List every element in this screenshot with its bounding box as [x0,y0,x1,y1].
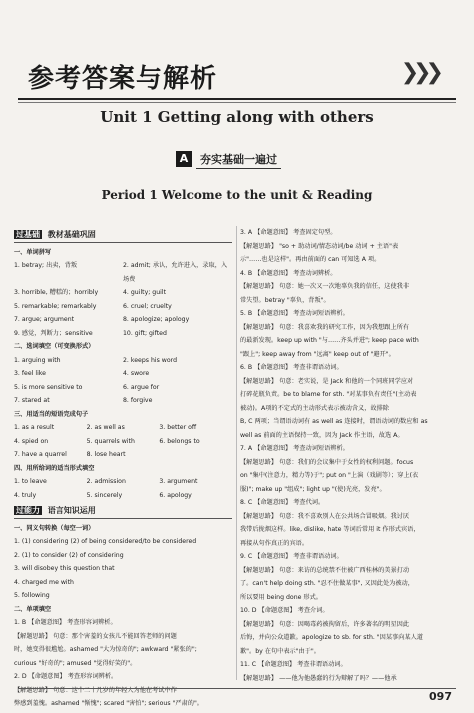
answer-line: well as 前面的主语保持一致，因为 Jack 作主语，故选 A。 [240,431,404,439]
answer-cell: 8. forgive [123,397,153,404]
conversion-list [14,535,232,603]
answer-line: 时，她变得很尴尬。ashamed "大为惊奇的"; awkward "紧张的"; [14,646,197,653]
unit-title: Unit 1 Getting along with others [100,108,374,126]
section-label: 夯实基础一遍过 [196,150,281,169]
answer-line: 弊感到羞愧。ashamed "惭愧"; scared "害怕"; serious "严肃的"。 [14,700,203,707]
answer-row [14,286,232,300]
answer-cell [159,448,232,462]
answer-cell: 5. is more sensitive to [14,383,83,391]
answer-line: 【解题思路】 "so + 助动词/情态动词/be 动词 + 主语"表 [240,242,399,250]
band-ability [14,504,232,519]
answer-line: 常失望。betray "辜负，背叛"。 [240,296,330,304]
band-text: 语言知识运用 [47,506,96,515]
answer-row [14,367,232,381]
answer-line: 再接从句作真正的宾语。 [240,539,309,547]
answer-cell: 2. admit; 承认，允许进入，录取，入场费 [123,262,228,283]
answer-cell: 6. cruel; cruelty [123,302,172,310]
answer-line: 【解题思路】 句意：来访的总统禁不住被广西桂林的美景打动 [240,566,410,574]
answer-line: 3. will disobey this question that [14,565,115,572]
answer-line: 被动)。A项的不定式的主动形式表示被动含义，故排除 [240,404,389,412]
answer-cell: 10. gift; gifted [123,329,167,337]
answer-line: 的最新发现。keep up with "与……齐头并进"; keep pace with [240,337,419,344]
answer-line: 【解题思路】 句意：老实说，是 Jack 和他的一个同班同学应对 [240,377,414,385]
answer-cell: 3. feel like [14,370,46,377]
answer-cell: 1. as a result [14,424,55,431]
page-title: 参考答案与解析 [28,64,218,94]
answer-line: 9. C 【命题意图】 考查非谓语动词。 [240,553,343,560]
answer-line: 【解题思路】 句意：那个害羞的女孩儿不能回答老师的问题 [14,632,177,640]
period-title: Period 1 Welcome to the unit & Reading [101,188,373,202]
subheading: 三、用适当的短语完成句子 [14,410,89,418]
answer-row [14,421,232,435]
footer-rule [18,688,456,689]
header-rule [18,98,456,100]
answer-line: 4. charged me with [14,578,74,586]
column-divider [236,226,237,680]
answer-row [14,327,232,341]
answer-line: 服)"; make up "组成"; light up "(使)光亮，发亮"。 [240,485,386,493]
answer-cell: 2. keeps his word [123,356,178,364]
answer-line: 6. B 【命题意图】 考查非谓语动词。 [240,364,343,371]
page-number: 097 [429,690,452,703]
subheading: 四、用所给词的适当形式填空 [14,464,95,472]
answer-cell: 3. argument [159,478,198,485]
answer-line: 5. following [14,592,50,599]
answer-line: 2. (1) to consider (2) of considering [14,551,124,559]
answer-row [14,394,232,408]
answer-line: 10. D 【命题意图】 考查介词。 [240,607,329,614]
answer-line: 5. B 【命题意图】 考查动词短语辨析。 [240,310,349,317]
answer-line: 1. B 【命题意图】 考查形容词辨析。 [14,619,117,626]
answer-cell: 1. arguing with [14,356,61,364]
answer-row [14,300,232,314]
answer-line: 4. B 【命题意图】 考查动词辨析。 [240,269,337,277]
answer-cell: 1. to leave [14,478,47,485]
answer-line: 后悔，并向公众道歉。apologize to sb. for sth. "因某事向某人道 [240,634,423,641]
answer-row [14,381,232,395]
answer-row [14,313,232,327]
answer-cell: 7. stared at [14,397,50,404]
answer-list [240,226,458,685]
answer-cell: 5. quarrels with [86,437,135,445]
answer-row [14,448,232,462]
multiple-choice-list [14,616,232,711]
answer-line: "跟上"; keep away from "远离" keep out of "避开"。 [240,350,395,358]
answer-line: 【解题思路】 句意：我喜欢我的研究工作，因为我想跟上所有 [240,323,410,331]
subheading: 二、单项填空 [14,605,52,613]
answer-line: 7. A 【命题意图】 考查动词短语辨析。 [240,445,349,452]
page-header [0,52,474,102]
answer-cell: 2. admission [86,478,126,485]
word-list [14,259,232,340]
band-mark: 过能力 [16,506,40,515]
subheading: 二、选词填空（可变换形式） [14,343,95,350]
left-column [14,226,232,711]
phrase-list [14,421,232,462]
answer-line: 【解题思路】 句意：我们的会议集中于女性的权利问题。focus [240,458,414,466]
answer-line: 【解题思路】 句意：她一次又一次地辜负我的信任，这使我非 [240,283,410,290]
fill-list [14,354,232,408]
answer-row [14,354,232,368]
band-mark: 过基础 [16,230,40,239]
answer-line: 【解题思路】 句意：因喝毒药被拘留后，许多著名的明星因此 [240,620,410,628]
answer-line: 示"……也是这样"。再由前面的 can 可知选 A 项。 [240,256,381,263]
section-a-heading [176,150,281,168]
band-text: 教材基础巩固 [47,230,96,239]
answer-cell: 3. better off [159,424,197,431]
answer-cell: 7. argue; argument [14,316,75,323]
answer-line: 了。can't help doing sth. "忍不住做某事", 又因此处为被动， [240,580,414,587]
answer-row [14,475,232,489]
answer-cell: 8. apologize; apology [123,316,190,323]
form-list [14,475,232,502]
answer-cell: 6. belongs to [159,437,200,445]
answer-cell: 4. guilty; guilt [123,289,167,296]
answer-cell: 8. lose heart [86,451,126,458]
right-column [240,226,458,685]
answer-line: 所以要用 being done 形式。 [240,593,322,601]
answer-line: 2. D 【命题意图】 考查形容词辨析。 [14,673,118,680]
answer-row [14,435,232,449]
answer-cell: 3. horrible, 糟糕的；horribly [14,289,99,296]
answer-cell: 6. apology [159,491,192,499]
section-badge: A [176,151,192,167]
answer-cell: 2. as well as [86,424,125,431]
answer-cell: 4. spied on [14,437,49,445]
chevrons-icon: ❯❯❯ [400,60,438,85]
answer-cell: 4. swore [123,370,150,377]
answer-line: B, C 两项；当谓语动词有 as well as 连接时，谓语动词的数应和 as [240,418,428,425]
answer-line: 歉"。by 在句中表示"由于"。 [240,647,320,655]
answer-line: 我带后拢烟这样。like, dislike, hate 等词后常用 it 作形式宾语， [240,526,420,533]
answer-line: 打碎花瓶负责。be to blame for sth. "对某事负有责任"(主动表 [240,391,417,398]
answer-line: 8. C 【命题意图】 考查代词。 [240,499,325,506]
band-basics [14,228,232,243]
answer-line: 3. A 【命题意图】 考查固定句型。 [240,229,337,236]
subheading: 一、同义句转换（每空一词） [14,524,95,532]
answer-cell: 1. betray; 出卖，背叛 [14,262,78,269]
answer-cell: 5. sincerely [86,491,123,499]
answer-cell: 9. 感觉，判断力；sensitive [14,329,93,337]
answer-line: curious "好奇的"; amused "觉得好笑的"。 [14,659,137,667]
answer-row [14,259,232,286]
answer-line: 1. (1) considering (2) of being considered/to be considered [14,538,197,545]
answer-row [14,489,232,503]
answer-cell: 5. remarkable; remarkably [14,302,97,310]
answer-line: on "集中(注意力，精力等)于"; put on "上演（戏剧等）；穿上(衣 [240,472,419,479]
subheading: 一、单词拼写 [14,248,52,256]
answer-line: 11. C 【命题意图】 考查非谓语动词。 [240,661,347,668]
answer-cell: 7. have a quarrel [14,451,67,458]
answer-cell: 6. argue for [123,383,160,391]
answer-line: 【解题思路】 句意：我不喜欢别人在公共场合冒吸烟。我讨厌 [240,512,410,520]
answer-line: 【解题思路】 ——他为他愚蠢的行为辩解了吗？——他承 [240,674,397,682]
answer-line: 【解题思路】 句意：这个二十几岁的年轻人为他在考试中作 [14,686,177,694]
header-rule-thin [18,102,456,103]
answer-cell: 4. truly [14,491,37,499]
